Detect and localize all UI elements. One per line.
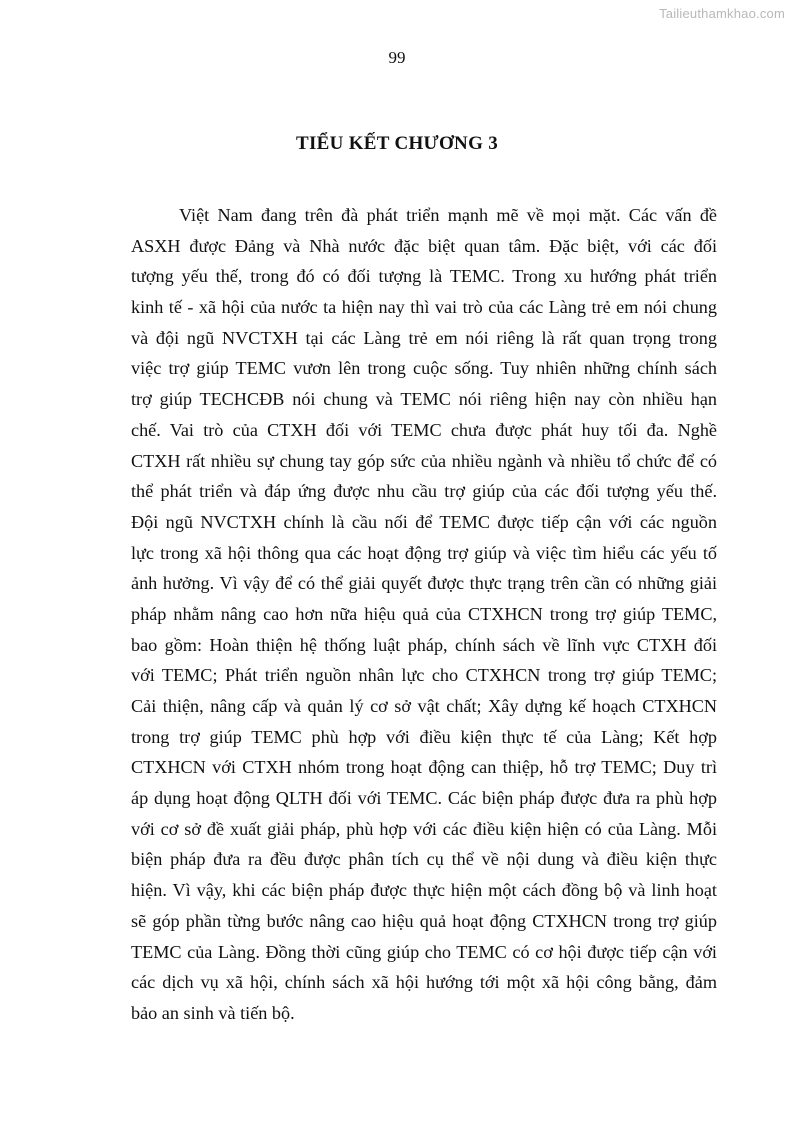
paragraph-line: trợ giúp TECHCĐB nói chung và TEMC nói riêng hiện nay còn nhiều hạn (131, 389, 717, 410)
paragraph-line: hiện. Vì vậy, khi các biện pháp được thực hiện một cách đồng bộ và linh hoạt (131, 880, 717, 901)
paragraph-line: lực trong xã hội thông qua các hoạt động trợ giúp và việc tìm hiểu các yếu tố (131, 542, 717, 563)
watermark: Tailieuthamkhao.com (659, 6, 785, 21)
paragraph-line: và đội ngũ NVCTXH tại các Làng trẻ em nói riêng là rất quan trọng trong (131, 327, 717, 348)
paragraph-line: CTXH rất nhiều sự chung tay góp sức của nhiều ngành và nhiều tổ chức để có (131, 450, 717, 471)
paragraph-line: thể phát triển và đáp ứng được nhu cầu trợ giúp của các đối tượng yếu thế. (131, 481, 717, 502)
paragraph-line: kinh tế - xã hội của nước ta hiện nay thì vai trò của các Làng trẻ em nói chung (131, 297, 717, 318)
paragraph-line: tượng yếu thế, trong đó có đối tượng là TEMC. Trong xu hướng phát triển (131, 266, 717, 287)
paragraph-line: với cơ sở đề xuất giải pháp, phù hợp với các điều kiện hiện có của Làng. Mỗi (131, 818, 717, 839)
paragraph-line: áp dụng hoạt động QLTH đối với TEMC. Các biện pháp được đưa ra phù hợp (131, 788, 717, 809)
summary-paragraph (131, 200, 717, 1029)
paragraph-line: bảo an sinh và tiến bộ. (131, 1002, 295, 1023)
paragraph-line: chế. Vai trò của CTXH đối với TEMC chưa được phát huy tối đa. Nghề (131, 419, 717, 440)
page-number: 99 (388, 48, 406, 67)
paragraph-line: pháp nhằm nâng cao hơn nữa hiệu quả của CTXHCN trong trợ giúp TEMC, (131, 603, 717, 624)
paragraph-line: Việt Nam đang trên đà phát triển mạnh mẽ về mọi mặt. Các vấn đề (179, 205, 717, 225)
paragraph-line: CTXHCN với CTXH nhóm trong hoạt động can thiệp, hỗ trợ TEMC; Duy trì (131, 757, 717, 778)
paragraph-line: ảnh hưởng. Vì vậy để có thể giải quyết được thực trạng trên cần có những giải (131, 573, 717, 594)
paragraph-line: với TEMC; Phát triển nguồn nhân lực cho CTXHCN trong trợ giúp TEMC; (131, 665, 717, 686)
paragraph-line: Cải thiện, nâng cấp và quản lý cơ sở vật chất; Xây dựng kế hoạch CTXHCN (131, 696, 717, 716)
paragraph-line: sẽ góp phần từng bước nâng cao hiệu quả hoạt động CTXHCN trong trợ giúp (131, 910, 717, 931)
paragraph-line: TEMC của Làng. Đồng thời cũng giúp cho TEMC có cơ hội được tiếp cận với (131, 941, 717, 962)
paragraph-line: biện pháp đưa ra đều được phân tích cụ thể về nội dung và điều kiện thực (131, 849, 717, 870)
paragraph-line: việc trợ giúp TEMC vươn lên trong cuộc sống. Tuy nhiên những chính sách (131, 358, 717, 379)
paragraph-line: trong trợ giúp TEMC phù hợp với điều kiện thực tế của Làng; Kết hợp (131, 726, 717, 747)
chapter-summary-title: TIỂU KẾT CHƯƠNG 3 (296, 133, 498, 154)
paragraph-line: Đội ngũ NVCTXH chính là cầu nối để TEMC được tiếp cận với các nguồn (131, 511, 717, 532)
paragraph-line: ASXH được Đảng và Nhà nước đặc biệt quan tâm. Đặc biệt, với các đối (131, 235, 717, 256)
paragraph-line: các dịch vụ xã hội, chính sách xã hội hướng tới một xã hội công bằng, đảm (131, 972, 717, 993)
paragraph-line: bao gồm: Hoàn thiện hệ thống luật pháp, chính sách về lĩnh vực CTXH đối (131, 634, 717, 655)
